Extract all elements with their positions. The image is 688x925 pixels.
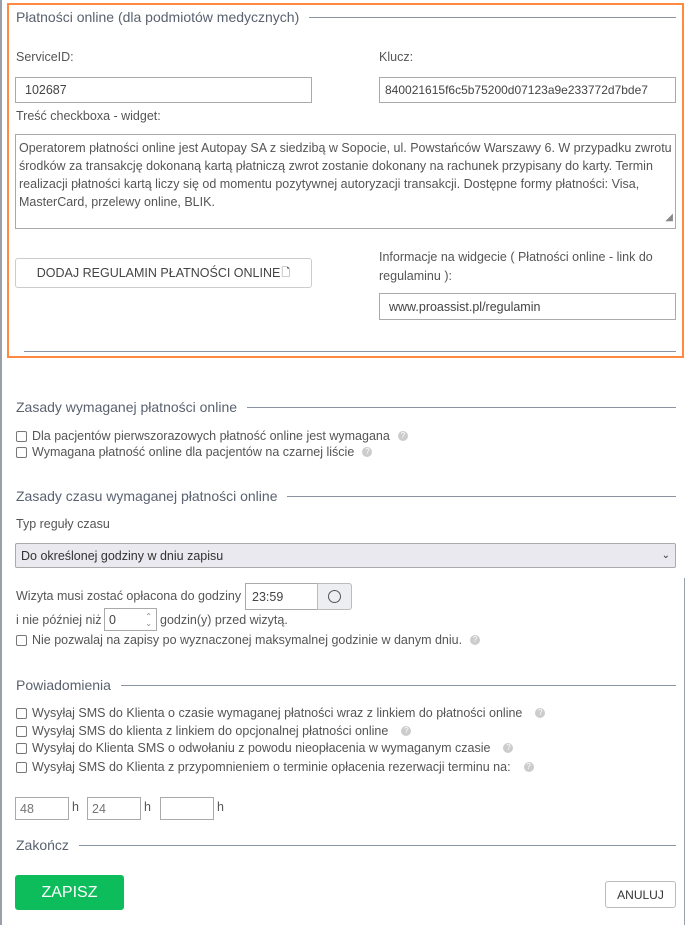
widget-textarea[interactable] bbox=[15, 134, 676, 229]
reminder-hours-input-3[interactable] bbox=[160, 797, 214, 820]
until-time-input[interactable]: 23:59 bbox=[245, 583, 318, 610]
option-label: Wysyłaj SMS do Klienta o czasie wymaganej płatności wraz z linkiem do płatności online bbox=[32, 706, 523, 720]
option-block-after-hour[interactable] bbox=[16, 633, 480, 647]
section-title: Płatności online (dla podmiotów medycznych) bbox=[16, 9, 300, 25]
checkbox[interactable] bbox=[16, 635, 27, 646]
notify-option[interactable] bbox=[16, 724, 411, 738]
service-id-label: ServiceID: bbox=[16, 50, 74, 64]
section-title: Zakończ bbox=[16, 837, 69, 853]
option-label: Wymagana płatność online dla pacjentów na czarnej liście bbox=[32, 445, 355, 459]
until-label: Wizyta musi zostać opłacona do godziny bbox=[16, 589, 242, 603]
info-input[interactable]: www.proassist.pl/regulamin bbox=[379, 293, 676, 320]
add-terms-label: DODAJ REGULAMIN PŁATNOŚCI ONLINE bbox=[36, 266, 281, 280]
divider bbox=[24, 351, 676, 352]
option-label: Wysyłaj SMS do Klienta z przypomnieniem o terminie opłacenia rezerwacji terminu na: bbox=[32, 760, 511, 774]
add-terms-button[interactable] bbox=[15, 258, 312, 288]
time-rule-type-label: Typ reguły czasu bbox=[16, 517, 110, 531]
checkbox[interactable] bbox=[16, 447, 27, 458]
help-icon[interactable]: ? bbox=[503, 743, 513, 753]
notlater-label: i nie później niż bbox=[16, 613, 102, 627]
section-title: Zasady wymaganej płatności online bbox=[16, 399, 238, 415]
reminder-hours-input-2[interactable] bbox=[87, 797, 141, 820]
save-button[interactable]: ZAPISZ bbox=[15, 875, 124, 910]
chevron-down-icon: ⌄ bbox=[661, 550, 670, 561]
resize-handle-icon[interactable]: ◢ bbox=[665, 212, 673, 223]
notify-option[interactable] bbox=[16, 741, 513, 755]
section-title: Powiadomienia bbox=[16, 677, 111, 693]
help-icon[interactable]: ? bbox=[535, 708, 545, 718]
notlater-suffix: godzin(y) przed wizytą. bbox=[160, 613, 288, 627]
section-required-payment bbox=[16, 399, 676, 415]
time-rule-select[interactable] bbox=[15, 543, 676, 568]
left-border bbox=[0, 0, 2, 925]
help-icon[interactable]: ? bbox=[362, 447, 372, 457]
help-icon[interactable]: ? bbox=[524, 762, 534, 772]
checkbox[interactable] bbox=[16, 726, 27, 737]
info-label: Informacje na widgecie ( Płatności online - link do regulaminu ): bbox=[379, 250, 653, 283]
section-time-rules bbox=[16, 488, 676, 504]
widget-text: Operatorem płatności online jest Autopay SA z siedzibą w Sopocie, ul. Powstańców Warszawy 6. W przypadku zwrotu środków za transakcję dokonaną kartą płatniczą zwrot zostanie dokonany na rachunek przypisany do karty. Termin realizacji płatności kartą liczy się od momentu pozytywnej autoryzacji transakcji. Dostępne formy płatności: Visa, MasterCard, przelewy online, BLIK. bbox=[19, 141, 672, 209]
section-notifications bbox=[16, 677, 676, 693]
clock-button[interactable] bbox=[317, 583, 352, 610]
widget-label: Treść checkboxa - widget: bbox=[16, 109, 161, 123]
clock-icon bbox=[328, 590, 341, 603]
key-input[interactable]: 840021615f6c5b75200d07123a9e233772d7bde7 bbox=[379, 77, 676, 103]
service-id-input[interactable]: 102687 bbox=[15, 77, 312, 103]
select-value: Do określonej godziny w dniu zapisu bbox=[21, 548, 224, 563]
checkbox[interactable] bbox=[16, 708, 27, 719]
hours-before-stepper[interactable] bbox=[104, 608, 157, 631]
notify-option[interactable] bbox=[16, 706, 545, 720]
option-blacklist[interactable] bbox=[16, 445, 372, 459]
notify-option[interactable] bbox=[16, 760, 534, 774]
checkbox[interactable] bbox=[16, 431, 27, 442]
option-label: Wysyłaj do Klienta SMS o odwołaniu z powodu nieopłacenia w wymaganym czasie bbox=[32, 741, 491, 755]
option-label: Wysyłaj SMS do klienta z linkiem do opcjonalnej płatności online bbox=[32, 724, 389, 738]
hours-unit: h bbox=[72, 800, 79, 814]
hours-unit: h bbox=[217, 800, 224, 814]
file-icon: 🗋 bbox=[281, 266, 291, 279]
stepper-value: 0 bbox=[109, 612, 116, 627]
stepper-arrows-icon[interactable]: ⌃ ⌄ bbox=[145, 611, 152, 628]
key-label: Klucz: bbox=[379, 50, 414, 64]
option-label: Nie pozwalaj na zapisy po wyznaczonej maksymalnej godzinie w danym dniu. bbox=[32, 633, 463, 647]
option-first-time[interactable] bbox=[16, 429, 408, 443]
cancel-button[interactable]: ANULUJ bbox=[605, 881, 676, 908]
hours-unit: h bbox=[144, 800, 151, 814]
reminder-hours-input-1[interactable] bbox=[15, 797, 69, 820]
checkbox[interactable] bbox=[16, 743, 27, 754]
checkbox[interactable] bbox=[16, 762, 27, 773]
help-icon[interactable]: ? bbox=[401, 726, 411, 736]
section-payments-online bbox=[16, 9, 676, 25]
help-icon[interactable]: ? bbox=[398, 431, 408, 441]
scroll-edge bbox=[684, 578, 685, 925]
section-title: Zasady czasu wymaganej płatności online bbox=[16, 488, 278, 504]
option-label: Dla pacjentów pierwszorazowych płatność online jest wymagana bbox=[32, 429, 390, 443]
help-icon[interactable]: ? bbox=[470, 635, 480, 645]
section-finish bbox=[16, 837, 676, 853]
